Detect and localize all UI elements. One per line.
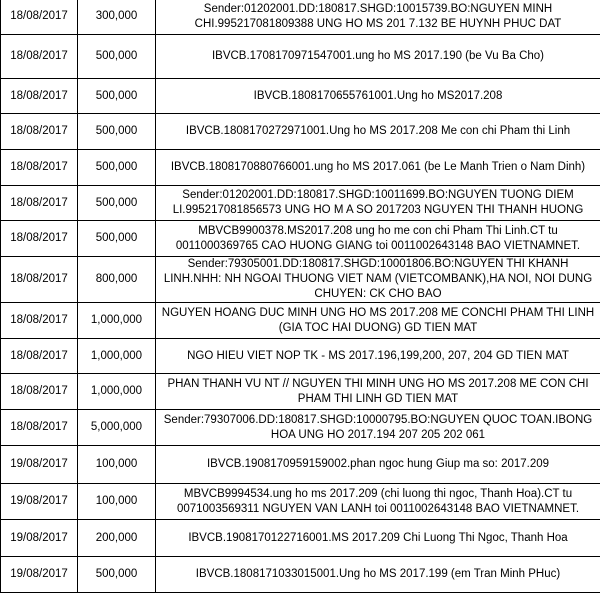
description-cell: Sender:01202001.DD:180817.SHGD:10015739.BO:NGUYEN MINH CHI.995217081809388 UNG HO MS 201 7.132 BE HUYNH PHUC DAT: [156, 0, 600, 35]
table-row: [1, 35, 600, 79]
date-cell: 18/08/2017: [1, 150, 78, 186]
table-row: [1, 221, 600, 257]
table-row: [1, 186, 600, 221]
description-cell: IBVCB.1708170971547001.ung ho MS 2017.190 (be Vu Ba Cho): [156, 35, 600, 79]
description-cell: IBVCB.1808170655761001.Ung ho MS2017.208: [156, 79, 600, 114]
amount-cell: 200,000: [78, 520, 156, 557]
amount-cell: 5,000,000: [78, 410, 156, 446]
date-cell: 18/08/2017: [1, 79, 78, 114]
description-cell: Sender:79305001.DD:180817.SHGD:10001806.BO:NGUYEN THI KHANH LINH.NHH: NH NGOAI THUONG VIET NAM (VIETCOMBANK),HA NOI, NOI DUNG CHUYEN: CK CHO BAO: [156, 257, 600, 303]
description-cell: IBVCB.1908170959159002.phan ngoc hung Giup ma so: 2017.209: [156, 446, 600, 484]
amount-cell: 500,000: [78, 186, 156, 221]
table-row: [1, 557, 600, 593]
description-cell: PHAN THANH VU NT // NGUYEN THI MINH UNG HO MS 2017.208 ME CON CHI PHAM THI LINH GD TIEN MAT: [156, 374, 600, 410]
table-row: [1, 0, 600, 35]
table-row: [1, 410, 600, 446]
description-cell: NGUYEN HOANG DUC MINH UNG HO MS 2017.208 ME CONCHI PHAM THI LINH (GIA TOC HAI DUONG) GD TIEN MAT: [156, 303, 600, 339]
amount-cell: 500,000: [78, 35, 156, 79]
table-row: [1, 150, 600, 186]
description-cell: IBVCB.1808171033015001.Ung ho MS 2017.199 (em Tran Minh PHuc): [156, 557, 600, 593]
table-row: [1, 520, 600, 557]
amount-cell: 500,000: [78, 79, 156, 114]
amount-cell: 500,000: [78, 557, 156, 593]
date-cell: 19/08/2017: [1, 446, 78, 484]
table-row: [1, 303, 600, 339]
date-cell: 18/08/2017: [1, 410, 78, 446]
description-cell: IBVCB.1808170272971001.Ung ho MS 2017.208 Me con chi Pham thi Linh: [156, 114, 600, 150]
amount-cell: 1,000,000: [78, 303, 156, 339]
date-cell: 18/08/2017: [1, 186, 78, 221]
date-cell: 18/08/2017: [1, 257, 78, 303]
table-row: [1, 446, 600, 484]
date-cell: 18/08/2017: [1, 35, 78, 79]
description-cell: MBVCB9900378.MS2017.208 ung ho me con chi Pham Thi Linh.CT tu 0011000369765 CAO HUONG GIANG toi 0011002643148 BAO VIETNAMNET.: [156, 221, 600, 257]
description-cell: MBVCB9994534.ung ho ms 2017.209 (chi luong thi ngoc, Thanh Hoa).CT tu 0071003569311 NGUYEN VAN LANH toi 0011002643148 BAO VIETNAMNET.: [156, 484, 600, 520]
amount-cell: 500,000: [78, 150, 156, 186]
description-cell: IBVCB.1808170880766001.ung ho MS 2017.061 (be Le Manh Trien o Nam Dinh): [156, 150, 600, 186]
table-row: [1, 79, 600, 114]
table-row: [1, 114, 600, 150]
table-row: [1, 257, 600, 303]
amount-cell: 500,000: [78, 221, 156, 257]
amount-cell: 1,000,000: [78, 374, 156, 410]
date-cell: 18/08/2017: [1, 114, 78, 150]
table-row: [1, 484, 600, 520]
date-cell: 19/08/2017: [1, 484, 78, 520]
date-cell: 18/08/2017: [1, 374, 78, 410]
amount-cell: 100,000: [78, 484, 156, 520]
date-cell: 18/08/2017: [1, 339, 78, 374]
description-cell: NGO HIEU VIET NOP TK - MS 2017.196,199,200, 207, 204 GD TIEN MAT: [156, 339, 600, 374]
description-cell: Sender:01202001.DD:180817.SHGD:10011699.BO:NGUYEN TUONG DIEM LI.995217081856573 UNG HO M A SO 2017203 NGUYEN THI THANH HUONG: [156, 186, 600, 221]
date-cell: 19/08/2017: [1, 520, 78, 557]
amount-cell: 800,000: [78, 257, 156, 303]
amount-cell: 500,000: [78, 114, 156, 150]
date-cell: 18/08/2017: [1, 221, 78, 257]
table-row: [1, 374, 600, 410]
date-cell: 18/08/2017: [1, 0, 78, 35]
table-row: [1, 339, 600, 374]
description-cell: Sender:79307006.DD:180817.SHGD:10000795.BO:NGUYEN QUOC TOAN.IBONG HOA UNG HO 2017.194 207 205 202 061: [156, 410, 600, 446]
amount-cell: 100,000: [78, 446, 156, 484]
description-cell: IBVCB.1908170122716001.MS 2017.209 Chi Luong Thi Ngoc, Thanh Hoa: [156, 520, 600, 557]
date-cell: 18/08/2017: [1, 303, 78, 339]
amount-cell: 1,000,000: [78, 339, 156, 374]
amount-cell: 300,000: [78, 0, 156, 35]
date-cell: 19/08/2017: [1, 557, 78, 593]
